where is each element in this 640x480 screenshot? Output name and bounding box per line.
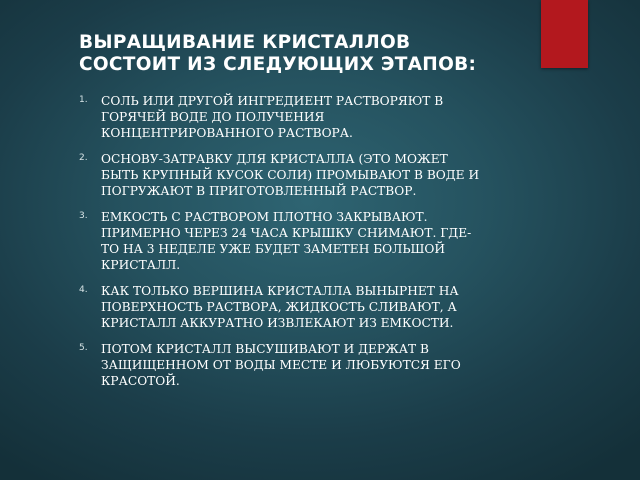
step-text-line: ЗАЩИЩЕННОМ ОТ ВОДЫ МЕСТЕ И ЛЮБУЮТСЯ ЕГО: [101, 358, 461, 372]
step-text-line: ПОТОМ КРИСТАЛЛ ВЫСУШИВАЮТ И ДЕРЖАТ В: [101, 342, 429, 356]
step-text: [101, 93, 519, 141]
step-text-line: ПОГРУЖАЮТ В ПРИГОТОВЛЕННЫЙ РАСТВОР.: [101, 184, 417, 198]
step-text-line: КРАСОТОЙ.: [101, 374, 180, 388]
step-text: [101, 151, 519, 199]
step-text: [101, 341, 519, 389]
slide-title: [79, 32, 549, 76]
step-text-line: КРИСТАЛЛ АККУРАТНО ИЗВЛЕКАЮТ ИЗ ЕМКОСТИ.: [101, 316, 454, 330]
step-text-line: КАК ТОЛЬКО ВЕРШИНА КРИСТАЛЛА ВЫНЫРНЕТ НА: [101, 284, 459, 298]
step-text: [101, 209, 519, 273]
step-item: [79, 93, 519, 141]
step-text-line: БЫТЬ КРУПНЫЙ КУСОК СОЛИ) ПРОМЫВАЮТ В ВОДЕ И: [101, 168, 480, 182]
step-item: [79, 209, 519, 273]
step-number: 4.: [79, 285, 88, 295]
slide-title-line: ВЫРАЩИВАНИЕ КРИСТАЛЛОВ: [79, 32, 411, 53]
step-number: 2.: [79, 153, 88, 163]
step-number: 3.: [79, 211, 88, 221]
step-text: [101, 283, 519, 331]
step-text-line: КОНЦЕНТРИРОВАННОГО РАСТВОРА.: [101, 126, 353, 140]
step-number: 5.: [79, 343, 88, 353]
slide-title-line: СОСТОИТ ИЗ СЛЕДУЮЩИХ ЭТАПОВ:: [79, 54, 477, 75]
step-number: 1.: [79, 95, 88, 105]
step-text-line: ЕМКОСТЬ С РАСТВОРОМ ПЛОТНО ЗАКРЫВАЮТ.: [101, 210, 428, 224]
step-item: [79, 151, 519, 199]
step-text-line: ТО НА 3 НЕДЕЛЕ УЖЕ БУДЕТ ЗАМЕТЕН БОЛЬШОЙ: [101, 242, 446, 256]
step-text-line: ПРИМЕРНО ЧЕРЕЗ 24 ЧАСА КРЫШКУ СНИМАЮТ. ГДЕ-: [101, 226, 472, 240]
step-text-line: ГОРЯЧЕЙ ВОДЕ ДО ПОЛУЧЕНИЯ: [101, 110, 325, 124]
step-text-line: КРИСТАЛЛ.: [101, 258, 181, 272]
step-item: [79, 283, 519, 331]
step-text-line: СОЛЬ ИЛИ ДРУГОЙ ИНГРЕДИЕНТ РАСТВОРЯЮТ В: [101, 94, 444, 108]
steps-list: [79, 93, 519, 399]
step-text-line: ПОВЕРХНОСТЬ РАСТВОРА, ЖИДКОСТЬ СЛИВАЮТ, А: [101, 300, 457, 314]
step-text-line: ОСНОВУ-ЗАТРАВКУ ДЛЯ КРИСТАЛЛА (ЭТО МОЖЕТ: [101, 152, 448, 166]
step-item: [79, 341, 519, 389]
